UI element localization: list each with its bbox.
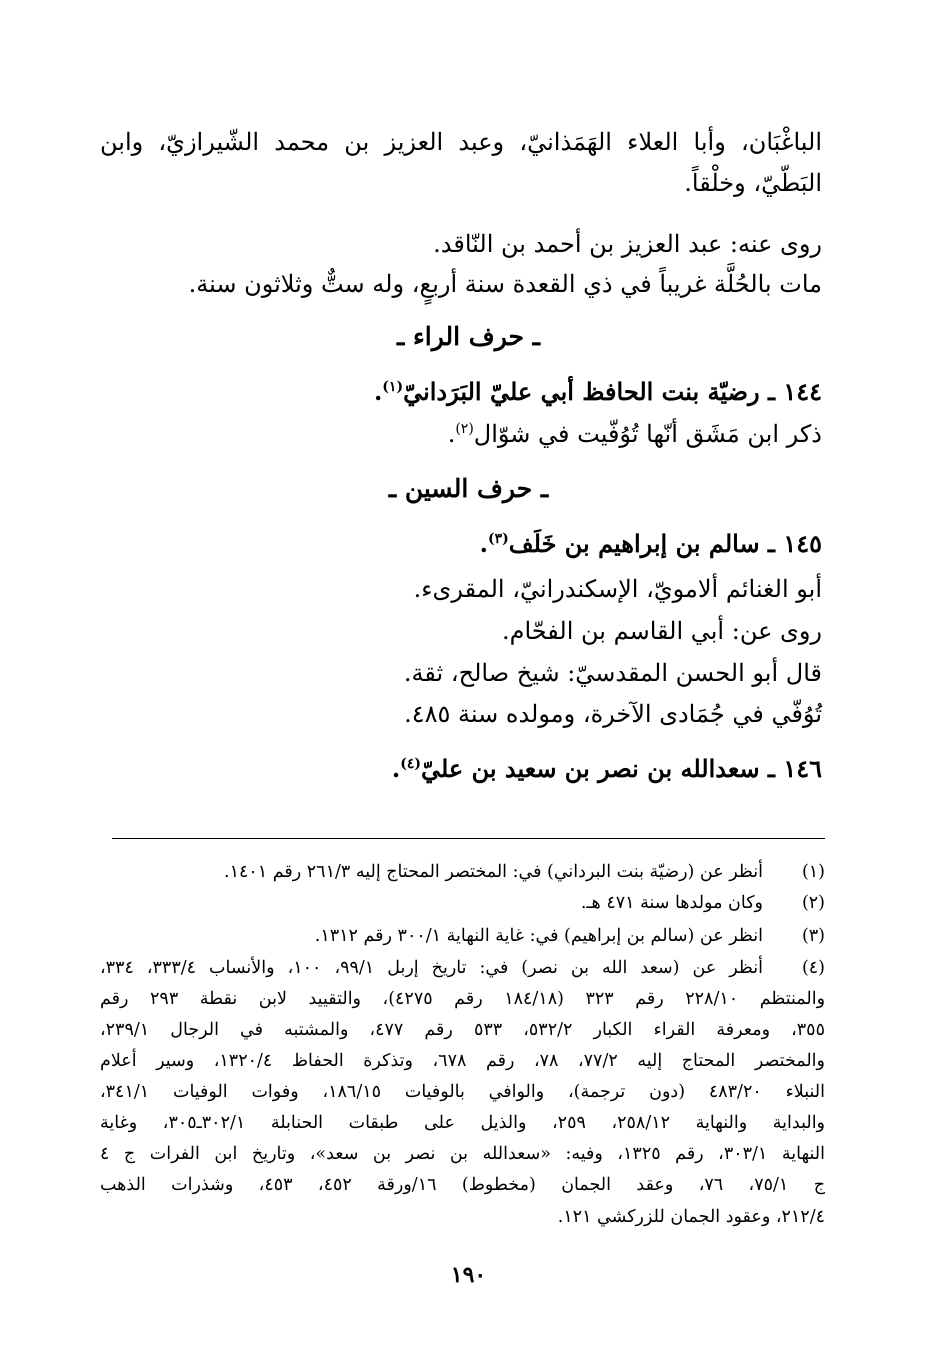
text-line: مات بالحُلَّة غريباً في ذي القعدة سنة أربعٍ، وله ستٌّ وثلاثون سنة. — [188, 270, 822, 298]
footnote-ref: (٢) — [455, 421, 474, 437]
footnote-divider — [112, 838, 825, 839]
text-line: تُوُفّي في جُمَادى الآخرة، ومولده سنة ٤٨٥. — [404, 700, 822, 728]
footnote-4-line: ٢١٢/٤، وعقود الجمان للزركشي ١٢١. — [557, 1207, 825, 1227]
section-heading-ra: ـ حرف الراء ـ — [397, 322, 540, 351]
text-line: أبو الغنائم ألامويّ، الإسكندرانيّ، المقرىء. — [413, 575, 822, 603]
footnote-4-line: والمنتظم ٢٢٨/١٠ رقم ٣٢٣ (١٨٤/١٨ رقم ٤٢٧٥)، والتقييد لابن نقطة ٢٩٣ رقم — [100, 989, 826, 1009]
entry-144-text: ذكر ابن مَشَق أنّها تُوُفّيت في شوّال$^{(٢)}$. — [447, 420, 822, 448]
footnote-1 — [100, 860, 825, 884]
footnote-4-line: والمختصر المحتاج إليه ٧٧/٢، ٧٨، رقم ٦٧٨، وتذكرة الحفاظ ١٣٢٠/٤، وسير أعلام — [100, 1051, 825, 1071]
footnote-4-line: النبلاء ٤٨٣/٢٠ (دون ترجمة)، والوافي بالوفيات ١٨٦/١٥، وفوات الوفيات ٣٤١/١، — [100, 1082, 826, 1102]
footnote-4-line: النهاية ٣٠٣/١، رقم ١٣٢٥، وفيه: «سعدالله بن نصر بن سعد»، وتاريخ ابن الفرات ج ٤ — [100, 1144, 825, 1164]
footnote-2 — [100, 891, 825, 915]
entry-144-title: ١٤٤ ـ رضيّة بنت الحافظ أبي عليّ البَرَدانيّ$^{(١)}$. — [373, 377, 822, 406]
section-heading-sin: ـ حرف السين ـ — [388, 474, 549, 503]
footnote-3 — [100, 924, 825, 948]
footnote-4-line: أنظر عن (سعد الله بن نصر) في: تاريخ إربل ٩٩/١، ١٠٠، والأنساب ٣٣٣/٤، ٣٣٤، — [100, 958, 764, 978]
footnote-number: (٣) — [801, 926, 825, 946]
footnote-4-line: ج ٧٥/١، ٧٦، وعقد الجمان (مخطوط) ١٦/ورقة ٤٥٢، ٤٥٣، وشذرات الذهب — [100, 1175, 826, 1195]
text-line: الباغْبَان، وأبا العلاء الهَمَذانيّ، وعبد العزيز بن محمد الشّيرازيّ، وابن — [100, 128, 822, 156]
text-line: روى عنه: عبد العزيز بن أحمد بن النّاقد. — [433, 230, 822, 258]
footnote-ref: (١) — [382, 379, 404, 395]
footnote-4-line: والبداية والنهاية ٢٥٨/١٢، ٢٥٩، والذيل على طبقات الحنابلة ٣٠٢/١ـ٣٠٥، وغاية — [100, 1113, 826, 1133]
footnote-number: (١) — [801, 862, 825, 882]
text-line: روى عن: أبي القاسم بن الفحّام. — [501, 617, 822, 645]
text-line: قال أبو الحسن المقدسيّ: شيخ صالح، ثقة. — [403, 659, 822, 687]
entry-146-title: ١٤٦ ـ سعدالله بن نصر بن سعيد بن عليّ$^{(٤)}$. — [391, 754, 822, 783]
footnote-number: (٤) — [801, 958, 825, 978]
footnote-ref: (٤) — [400, 756, 421, 772]
footnote-ref: (٣) — [488, 531, 509, 547]
footnote-4-line: ٣٥٥، ومعرفة القراء الكبار ٥٣٢/٢، ٥٣٣ رقم ٤٧٧، والمشتبه في الرجال ٢٣٩/١، — [100, 1020, 825, 1040]
footnote-text: انظر عن (سالم بن إبراهيم) في: غاية النهاية ٣٠٠/١ رقم ١٣١٢. — [314, 926, 763, 946]
page-number: ١٩٠ — [450, 1262, 487, 1288]
footnote-number: (٢) — [801, 893, 825, 913]
entry-145-title: ١٤٥ ـ سالم بن إبراهيم بن خَلَف$^{(٣)}$. — [479, 529, 822, 558]
footnote-text: وكان مولدها سنة ٤٧١ هـ. — [580, 893, 763, 913]
text-line: البَطّيّ، وخلْقاً. — [684, 169, 822, 197]
footnote-text: أنظر عن (رضيّة بنت البرداني) في: المختصر المحتاج إليه ٢٦١/٣ رقم ١٤٠١. — [223, 862, 763, 882]
